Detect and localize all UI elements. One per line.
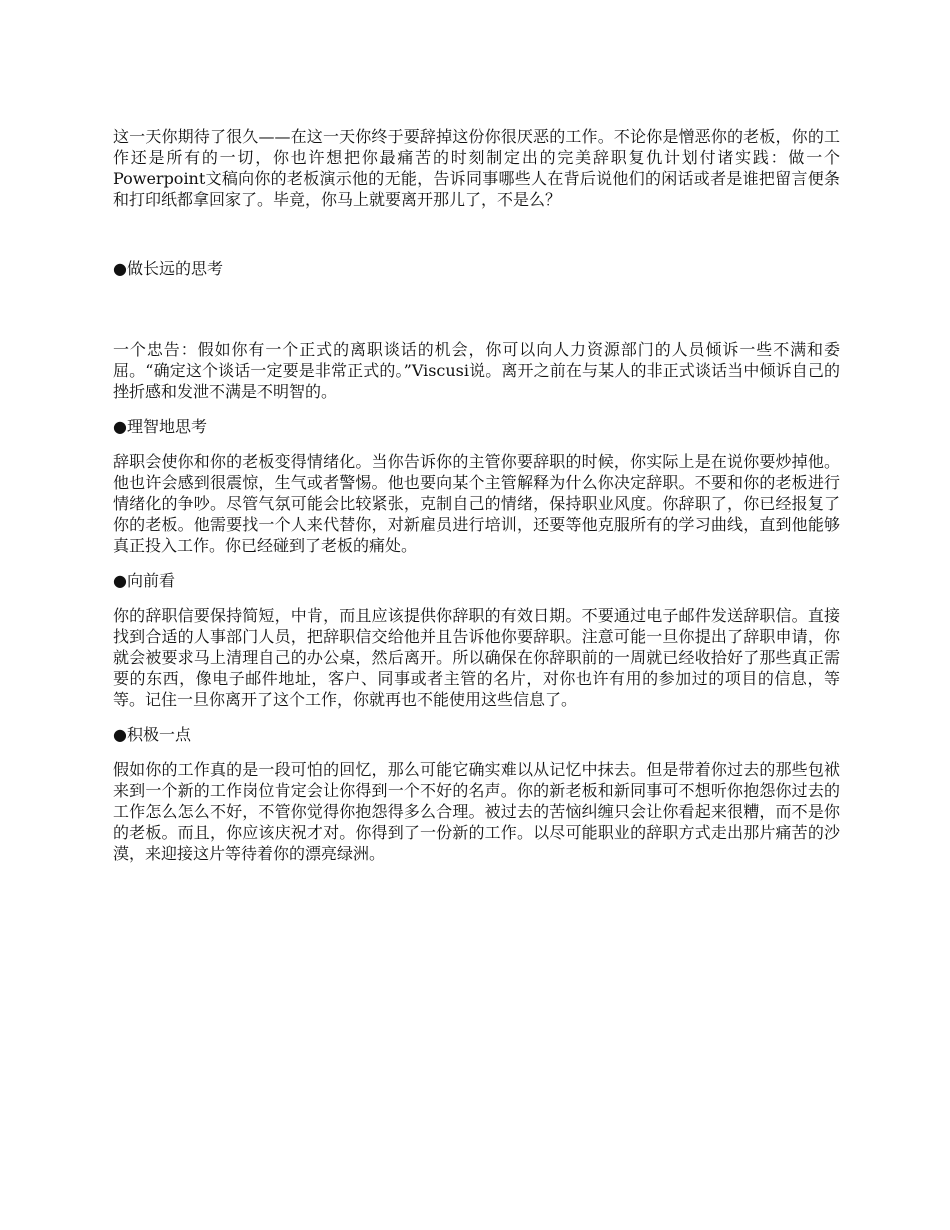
- spacer: [113, 591, 840, 605]
- intro-paragraph: 这一天你期待了很久——在这一天你终于要辞掉这份你很厌恶的工作。不论你是憎恶你的老板，你的工作还是所有的一切，你也许想把你最痛苦的时刻制定出的完美辞职复仇计划付诸实践：做一个Powerpoint文稿向你的老板演示他的无能，告诉同事哪些人在背后说他们的闲话或者是谁把留言便条和打印纸都拿回家了。毕竟，你马上就要离开那儿了，不是么？: [113, 127, 840, 209]
- spacer: [113, 437, 840, 451]
- spacer: [113, 210, 840, 258]
- document-page: [113, 126, 840, 864]
- spacer: [113, 556, 840, 570]
- section-heading-rational: ●理智地思考: [113, 417, 207, 436]
- section-body-rational: 辞职会使你和你的老板变得情绪化。当你告诉你的主管你要辞职的时候，你实际上是在说你要炒掉他。他也许会感到很震惊，生气或者警惕。他也要向某个主管解释为什么你决定辞职。不要和你的老板进行情绪化的争吵。尽管气氛可能会比较紧张，克制自己的情绪，保持职业风度。你辞职了，你已经报复了你的老板。他需要找一个人来代替你，对新雇员进行培训，还要等他克服所有的学习曲线，直到他能够真正投入工作。你已经碰到了老板的痛处。: [113, 452, 840, 555]
- spacer: [113, 279, 840, 339]
- section-heading-positive: ●积极一点: [113, 725, 191, 744]
- spacer: [113, 710, 840, 724]
- spacer: [113, 745, 840, 759]
- section-heading-long-term: ●做长远的思考: [113, 259, 223, 278]
- section-body-long-term: 一个忠告：假如你有一个正式的离职谈话的机会，你可以向人力资源部门的人员倾诉一些不满和委屈。“确定这个谈话一定要是非常正式的。”Viscusi说。离开之前在与某人的非正式谈话当中倾诉自己的挫折感和发泄不满是不明智的。: [113, 340, 840, 401]
- spacer: [113, 402, 840, 416]
- section-body-positive: 假如你的工作真的是一段可怕的回忆，那么可能它确实难以从记忆中抹去。但是带着你过去的那些包袱来到一个新的工作岗位肯定会让你得到一个不好的名声。你的新老板和新同事可不想听你抱怨你过去的工作怎么怎么不好，不管你觉得你抱怨得多么合理。被过去的苦恼纠缠只会让你看起来很糟，而不是你的老板。而且，你应该庆祝才对。你得到了一份新的工作。以尽可能职业的辞职方式走出那片痛苦的沙漠，来迎接这片等待着你的漂亮绿洲。: [113, 760, 840, 863]
- section-body-forward: 你的辞职信要保持简短，中肯，而且应该提供你辞职的有效日期。不要通过电子邮件发送辞职信。直接找到合适的人事部门人员，把辞职信交给他并且告诉他你要辞职。注意可能一旦你提出了辞职申请，你就会被要求马上清理自己的办公桌，然后离开。所以确保在你辞职前的一周就已经收拾好了那些真正需要的东西，像电子邮件地址，客户、同事或者主管的名片，对你也许有用的参加过的项目的信息，等等。记住一旦你离开了这个工作，你就再也不能使用这些信息了。: [113, 606, 840, 709]
- section-heading-forward: ●向前看: [113, 571, 175, 590]
